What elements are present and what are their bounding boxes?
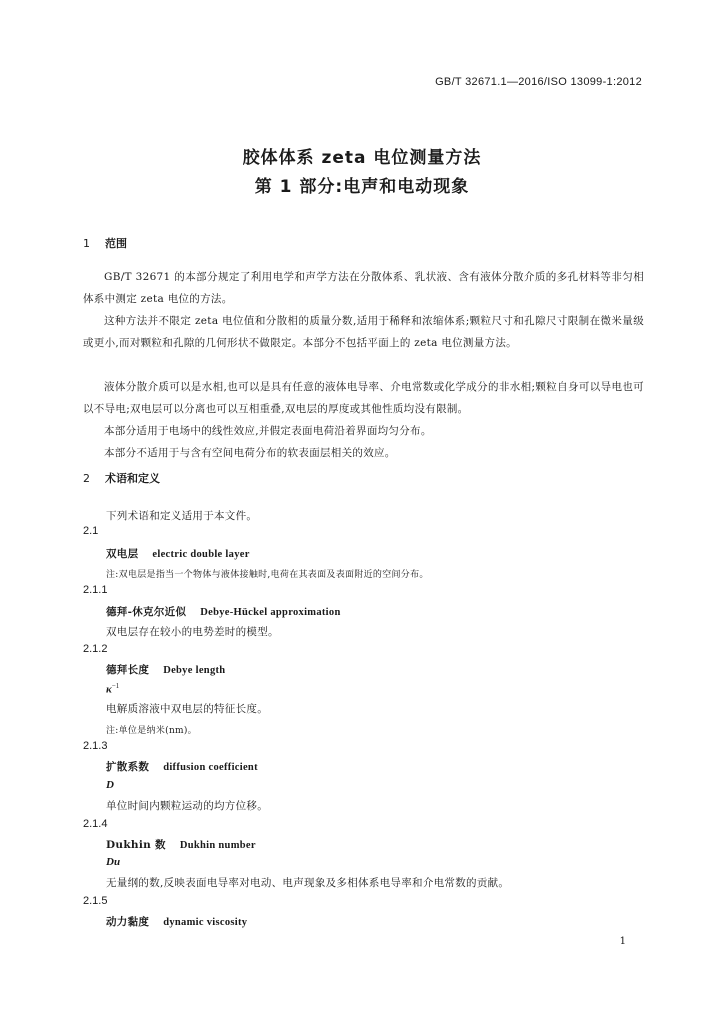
- term-entry: [106, 604, 341, 619]
- scope-paragraph: 液体分散介质可以是水相,也可以是具有任意的液体电导率、介电常数或化学成分的非水相;颗粒自身可以导电也可以不导电;双电层可以分离也可以互相重叠,双电层的厚度或其他性质均没有限制。: [83, 381, 644, 415]
- clause-number: 2.1.1: [83, 584, 108, 596]
- term-definition: 双电层存在较小的电势差时的模型。: [106, 626, 279, 638]
- term-entry: [106, 759, 258, 774]
- term-en: dynamic viscosity: [163, 917, 248, 928]
- term-definition: 单位时间内颗粒运动的均方位移。: [106, 800, 268, 812]
- section-number: 1: [83, 237, 90, 250]
- document-title-line2: 第 1 部分:电声和电动现象: [254, 177, 470, 197]
- term-definition: 无量纲的数,反映表面电导率对电动、电声现象及多相体系电导率和介电常数的贡献。: [106, 877, 510, 889]
- standard-number: GB/T 32671.1—2016/ISO 13099-1:2012: [435, 76, 642, 88]
- clause-number: 2.1.4: [83, 818, 108, 830]
- page-number: 1: [619, 936, 626, 947]
- term-zh: 德拜-休克尔近似: [106, 606, 187, 618]
- term-symbol: D: [106, 779, 114, 791]
- scope-paragraph: 本部分适用于电场中的线性效应,并假定表面电荷沿着界面均匀分布。: [104, 425, 432, 437]
- term-symbol: Du: [106, 856, 121, 868]
- scope-paragraph: GB/T 32671 的本部分规定了利用电学和声学方法在分散体系、乳状液、含有液体分散介质的多孔材料等非匀相体系中测定 zeta 电位的方法。: [83, 271, 644, 305]
- term-zh: 双电层: [106, 548, 139, 560]
- clause-number: 2.1.5: [83, 895, 108, 907]
- term-note: 注:单位是纳米(nm)。: [106, 726, 197, 736]
- clause-number: 2.1: [83, 525, 99, 537]
- clause-number: 2.1.3: [83, 740, 108, 752]
- scope-paragraph: 本部分不适用于与含有空间电荷分布的软表面层相关的效应。: [104, 447, 396, 459]
- term-entry: [106, 914, 247, 929]
- term-entry: [106, 546, 250, 561]
- clause-number: 2.1.2: [83, 643, 108, 655]
- term-symbol: [106, 682, 119, 696]
- term-zh: 德拜长度: [106, 664, 150, 676]
- scope-paragraph: 这种方法并不限定 zeta 电位值和分散相的质量分数,适用于稀释和浓缩体系;颗粒尺寸和孔隙尺寸限制在微米量级或更小,而对颗粒和孔隙的几何形状不做限定。本部分不包括平面上的 zeta 电位测量方法。: [83, 315, 644, 349]
- term-en: diffusion coefficient: [163, 762, 258, 773]
- terms-intro: 下列术语和定义适用于本文件。: [106, 510, 258, 522]
- term-zh: 动力黏度: [106, 916, 150, 928]
- term-en: Debye length: [163, 665, 226, 676]
- symbol-base: κ: [106, 683, 112, 696]
- term-note: 注:双电层是指当一个物体与液体接触时,电荷在其表面及表面附近的空间分布。: [106, 570, 429, 580]
- term-definition: 电解质溶液中双电层的特征长度。: [106, 703, 268, 715]
- section-title: 术语和定义: [105, 472, 160, 485]
- section-number: 2: [83, 472, 90, 485]
- term-entry: [106, 662, 225, 677]
- symbol-superscript: −1: [111, 682, 120, 690]
- document-title-line1: 胶体体系 zeta 电位测量方法: [242, 148, 482, 168]
- term-zh: Dukhin 数: [106, 839, 166, 851]
- term-en: Dukhin number: [179, 840, 256, 851]
- term-en: electric double layer: [152, 549, 250, 560]
- term-en: Debye-Hückel approximation: [200, 607, 341, 618]
- term-zh: 扩散系数: [106, 761, 150, 773]
- section-2-heading: [83, 470, 160, 486]
- section-title: 范围: [105, 237, 127, 250]
- section-1-heading: [83, 235, 127, 251]
- term-entry: [106, 837, 256, 852]
